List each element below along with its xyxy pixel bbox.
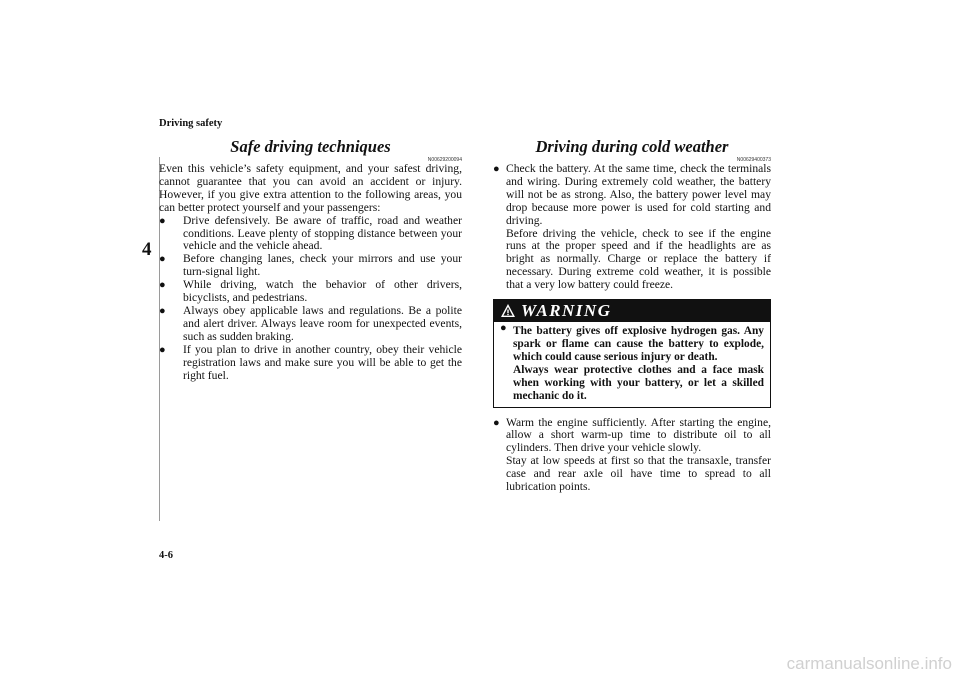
list-item: ● Always obey applicable laws and regulations. Be a polite and alert driver. Always leave room for unexpected events, such as sudden braking. (159, 303, 462, 343)
bullet-icon: ● (493, 163, 500, 175)
list-item: ● Warm the engine sufficiently. After starting the engine, allow a short warm-up time to distribute oil to all cylinders. Then drive your vehicle slowly. Stay at low speeds at first so that the transaxle, transfer case and rear axle oil have time to spread to all lubrication points. (493, 415, 771, 494)
right-bullet-list-2 (493, 417, 771, 494)
right-bullet-list (493, 163, 771, 292)
bullet-icon: ● (159, 253, 166, 266)
list-item: ● Before changing lanes, check your mirrors and use your turn-signal light. (159, 252, 462, 279)
left-column (159, 137, 462, 382)
list-item: ● While driving, watch the behavior of other drivers, bicyclists, and pedestrians. (159, 278, 462, 305)
bullet-icon: ● (500, 322, 507, 335)
bullet-icon: ● (159, 279, 166, 292)
watermark: carmanualsonline.info (786, 654, 952, 673)
list-item: ● Drive defensively. Be aware of traffic, road and weather conditions. Leave plenty of stopping distance between your vehicle and the vehicle ahead. (159, 213, 462, 253)
right-section-code: N00629400373 (736, 157, 771, 163)
bullet-icon: ● (159, 343, 166, 356)
warning-text: Always wear protective clothes and a face mask when working with your battery, or let a skilled mechanic do it. (513, 363, 764, 402)
left-section-code: N00629200094 (427, 157, 462, 163)
right-column (493, 137, 771, 494)
bullet-icon: ● (159, 214, 166, 227)
left-bullet-list (159, 215, 462, 383)
warning-title: WARNING (521, 301, 612, 321)
list-item: ● Check the battery. At the same time, check the terminals and wiring. During extremely cold weather, the battery will not be as strong. Also, the battery power level may drop because more power is used for cold starting and driving. Before driving the vehicle, check to see if the engine runs at the proper speed and if the headlights are as bright as normally. Charge or replace the battery if necessary. During extreme cold weather, it is possible that a very low battery could freeze. (493, 162, 771, 292)
right-heading: Driving during cold weather (535, 137, 729, 156)
page-number: 4-6 (159, 550, 173, 561)
warning-triangle-icon (500, 303, 516, 318)
chapter-tab-number: 4 (142, 239, 152, 260)
warning-text: The battery gives off explosive hydrogen gas. Any spark or flame can cause the battery to explode, which could cause serious injury or death. (513, 325, 764, 363)
section-header: Driving safety (159, 118, 223, 129)
bullet-icon: ● (159, 304, 166, 317)
list-item: ● If you plan to drive in another country, obey their vehicle registration laws and make sure you will be able to get the right fuel. (159, 342, 462, 382)
warning-header (494, 300, 770, 322)
left-heading: Safe driving techniques (230, 137, 391, 156)
warning-box (493, 299, 771, 407)
bullet-icon: ● (493, 416, 500, 429)
warning-body (494, 322, 770, 406)
left-intro: Even this vehicle’s safety equipment, and your safest driving, cannot guarantee that you can avoid an accident or injury. However, if you give extra attention to the following areas, you can better protect yourself and your passengers: (159, 162, 462, 214)
